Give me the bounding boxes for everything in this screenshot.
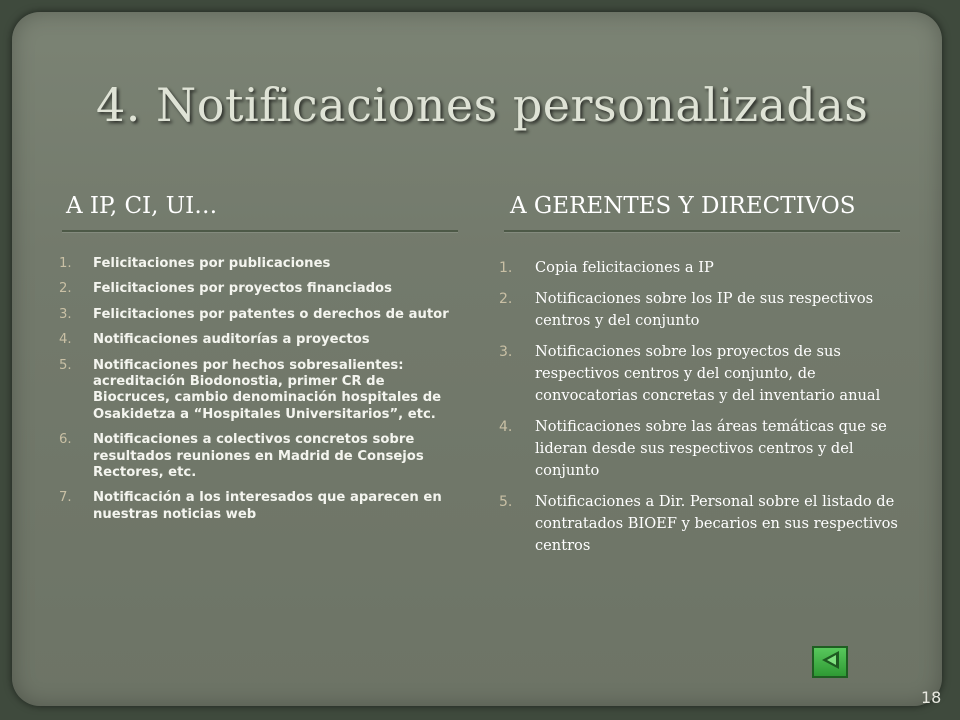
list-item-number: 4. (59, 332, 72, 348)
list-item-number: 1. (499, 260, 513, 276)
list-item-text: Copia felicitaciones a IP (535, 259, 714, 276)
left-heading-divider (62, 230, 458, 232)
list-item-number: 4. (499, 419, 513, 435)
list-item-text: Notificación a los interesados que aparecen en nuestras noticias web (93, 490, 442, 522)
page-number: 18 (921, 688, 942, 707)
list-item-text: Felicitaciones por proyectos financiados (93, 281, 392, 297)
list-item (499, 341, 900, 407)
list-item-text: Felicitaciones por patentes o derechos de autor (93, 306, 449, 322)
list-item (59, 490, 463, 523)
list-item (59, 281, 463, 297)
list-item-number: 7. (59, 490, 72, 506)
slide-title: 4. Notificaciones personalizadas (96, 78, 869, 132)
list-item (59, 332, 463, 348)
list-item (59, 306, 463, 323)
list-item-text: Notificaciones a colectivos concretos sobre resultados reuniones en Madrid de Consejos Rectores, etc. (93, 432, 424, 481)
list-item (59, 432, 463, 481)
list-item-number: 2. (59, 281, 72, 297)
back-arrow-icon (819, 650, 841, 674)
list-item-text: Notificaciones auditorías a proyectos (93, 332, 370, 348)
list-item-text: Notificaciones a Dir. Personal sobre el listado de contratados BIOEF y becarios en sus respectivos centros (535, 493, 898, 554)
list-item-number: 5. (59, 357, 72, 373)
list-item-number: 2. (499, 291, 513, 307)
list-item-text: Notificaciones por hechos sobresalientes: acreditación Biodonostia, primer CR de Biocruces, cambio denominación hospitales de Osakidetza a “Hospitales Universitarios”, etc. (93, 357, 442, 422)
list-item-text: Felicitaciones por publicaciones (93, 256, 331, 271)
list-item (499, 491, 900, 557)
left-column-heading: A IP, CI, UI… (66, 193, 218, 219)
list-item (499, 416, 900, 482)
list-item-number: 3. (59, 306, 72, 322)
list-item-number: 3. (499, 344, 513, 360)
list-item-text: Notificaciones sobre los proyectos de sus respectivos centros y del conjunto, de convocatorias concretas y del inventario anual (535, 343, 881, 404)
right-notification-list (499, 257, 900, 566)
right-column-heading: A GERENTES Y DIRECTIVOS (510, 193, 856, 219)
list-item-number: 1. (59, 256, 72, 271)
list-item-text: Notificaciones sobre las áreas temáticas que se lideran desde sus respectivos centros y del conjunto (535, 418, 887, 479)
list-item (499, 257, 900, 279)
list-item-number: 5. (499, 494, 513, 510)
list-item (59, 256, 463, 272)
list-item-text: Notificaciones sobre los IP de sus respectivos centros y del conjunto (535, 290, 874, 329)
left-notification-list (59, 256, 463, 532)
list-item (499, 288, 900, 332)
right-heading-divider (504, 230, 900, 232)
list-item (59, 357, 463, 424)
list-item-number: 6. (59, 432, 72, 448)
back-button[interactable] (812, 646, 848, 678)
